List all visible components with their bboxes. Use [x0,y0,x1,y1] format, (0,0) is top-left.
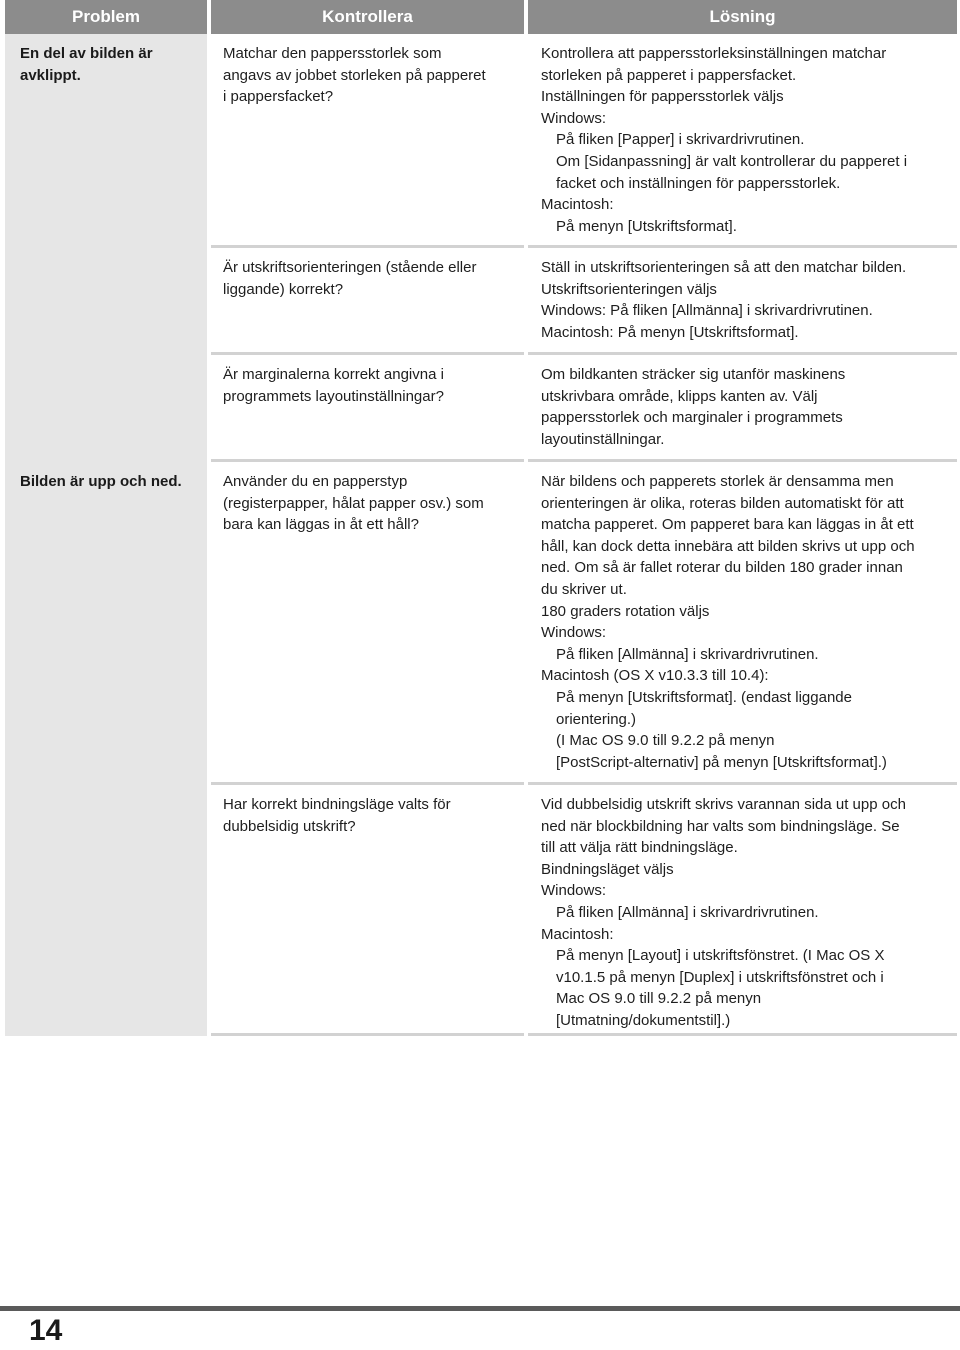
solution-text: Windows: På fliken [Allmänna] i skrivardrivrutinen. [541,302,873,320]
check-text: angavs av jobbet storleken på papperet [223,66,486,84]
solution-cell [528,34,957,248]
solution-cell [528,248,957,355]
solution-text: På fliken [Allmänna] i skrivardrivrutinen. [556,645,819,663]
solution-text: [PostScript-alternativ] på menyn [Utskriftsformat].) [556,753,887,771]
solution-text: ned. Om så är fallet roterar du bilden 180 grader innan [541,559,903,577]
troubleshooting-table [5,0,957,1036]
solution-text: orienteringen är olika, roteras bilden automatiskt för att [541,494,904,512]
solution-text: På menyn [Layout] i utskriftsfönstret. (I Mac OS X [556,947,885,965]
solution-text: v10.1.5 på menyn [Duplex] i utskriftsfönstret och i [556,968,884,986]
solution-text: ned när blockbildning har valts som bindningsläge. Se [541,817,900,835]
solution-text: På fliken [Allmänna] i skrivardrivrutinen. [556,903,819,921]
check-text: (registerpapper, hålat papper osv.) som [223,494,484,512]
check-text: Matchar den pappersstorlek som [223,45,442,62]
solution-text: pappersstorlek och marginaler i programmets [541,409,843,427]
problem-text: En del av bilden är [20,45,153,62]
solution-text: Om bildkanten sträcker sig utanför maskinens [541,366,846,383]
check-text: programmets layoutinställningar? [223,387,444,405]
solution-text: Utskriftsorienteringen väljs [541,280,717,298]
solution-text: håll, kan dock detta innebära att bilden skrivs ut upp och [541,537,915,555]
header-problem: Problem [5,0,207,34]
solution-text: du skriver ut. [541,580,627,598]
solution-text: matcha papperet. Om papperet bara kan läggas in åt ett [541,516,914,534]
check-cell [211,462,524,785]
solution-text: Mac OS 9.0 till 9.2.2 på menyn [556,990,762,1008]
page-number: 14 [29,1314,63,1347]
solution-text: På fliken [Papper] i skrivardrivrutinen. [556,131,805,149]
solution-text: Macintosh (OS X v10.3.3 till 10.4): [541,667,769,685]
solution-text: Macintosh: På menyn [Utskriftsformat]. [541,323,799,341]
solution-text: 180 graders rotation väljs [541,602,710,620]
check-cell [211,34,524,248]
solution-text: Vid dubbelsidig utskrift skrivs varannan sida ut upp och [541,796,906,813]
footer-rule [0,1306,960,1311]
problem-text: Bilden är upp och ned. [20,473,182,490]
solution-text: Windows: [541,882,607,900]
check-cell [211,248,524,355]
solution-text: Ställ in utskriftsorienteringen så att den matchar bilden. [541,259,907,276]
check-text: Har korrekt bindningsläge valts för [223,796,451,813]
solution-text: Inställningen för pappersstorlek väljs [541,88,784,106]
header-kontrollera: Kontrollera [211,0,524,34]
check-text: Använder du en papperstyp [223,473,408,490]
solution-text: storleken på papperet i pappersfacket. [541,66,797,84]
solution-text: På menyn [Utskriftsformat]. (endast liggande [556,688,852,706]
solution-text: orientering.) [556,710,637,728]
solution-text: När bildens och papperets storlek är densamma men [541,473,894,490]
problem-cell [5,462,207,1036]
check-text: Är marginalerna korrekt angivna i [223,366,444,383]
solution-cell [528,355,957,462]
solution-cell [528,785,957,1036]
check-cell [211,355,524,462]
solution-text: layoutinställningar. [541,430,665,448]
solution-text: Windows: [541,624,607,642]
solution-text: Bindningsläget väljs [541,860,674,878]
problem-cell [5,34,207,462]
header-losning: Lösning [528,0,957,34]
check-text: dubbelsidig utskrift? [223,817,356,835]
solution-text: På menyn [Utskriftsformat]. [556,217,737,235]
solution-text: Macintosh: [541,925,614,943]
solution-text: Windows: [541,109,607,127]
solution-text: (I Mac OS 9.0 till 9.2.2 på menyn [556,732,775,750]
solution-text: Macintosh: [541,196,614,214]
solution-text: till att välja rätt bindningsläge. [541,839,738,857]
solution-text: utskrivbara område, klipps kanten av. Välj [541,387,818,405]
check-text: bara kan läggas in åt ett håll? [223,516,419,534]
check-cell [211,785,524,1036]
solution-text: Om [Sidanpassning] är valt kontrollerar du papperet i [556,152,908,170]
check-text: i pappersfacket? [223,88,334,106]
problem-text: avklippt. [20,66,81,84]
solution-cell [528,462,957,785]
check-text: liggande) korrekt? [223,280,344,298]
check-text: Är utskriftsorienteringen (stående eller [223,259,477,276]
solution-text: Kontrollera att pappersstorleksinställningen matchar [541,45,887,62]
solution-text: facket och inställningen för pappersstorlek. [556,174,841,192]
solution-text: [Utmatning/dokumentstil].) [556,1011,731,1029]
